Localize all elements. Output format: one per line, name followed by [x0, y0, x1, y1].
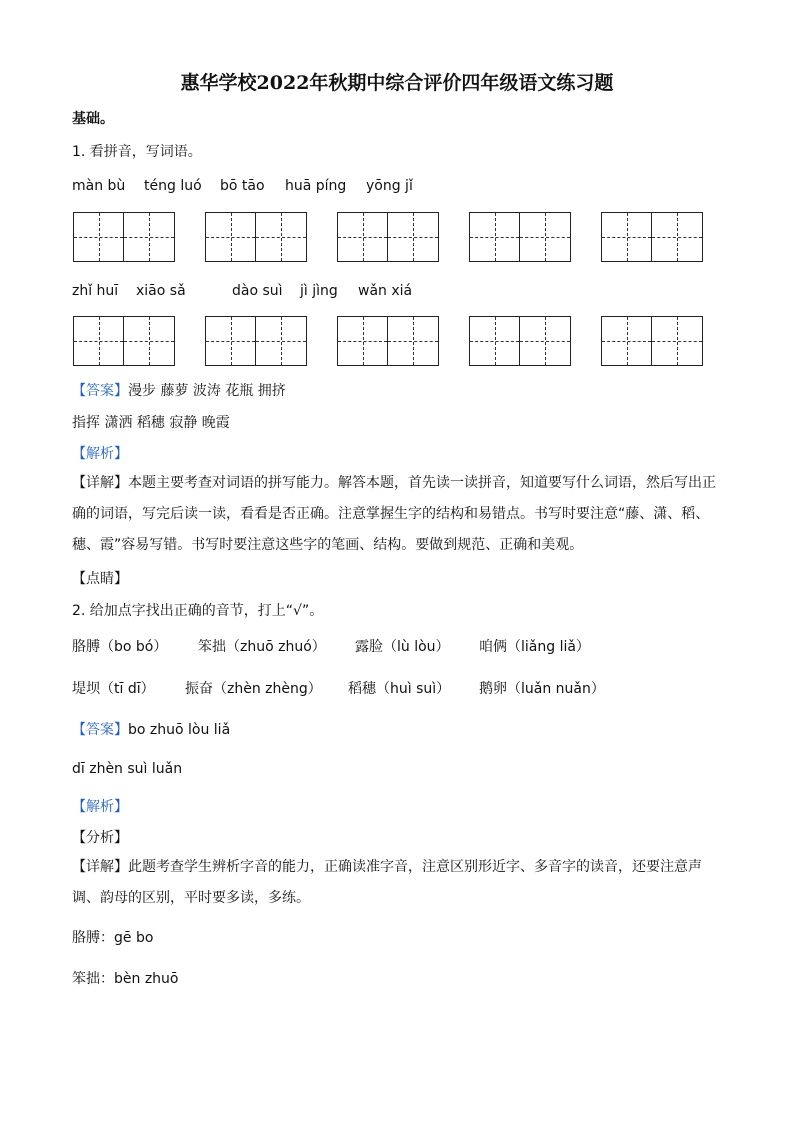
writing-grid[interactable] [469, 316, 571, 366]
q2-option-5: 堤坝（tī dī） [72, 681, 155, 697]
q2-note-1: 胳膊：gē bo [72, 930, 154, 946]
writing-grid[interactable] [73, 316, 175, 366]
writing-grid[interactable] [73, 212, 175, 262]
q2-answer-line1: bo zhuō lòu liǎ [128, 722, 231, 738]
answer-tag: 【答案】 [72, 383, 128, 399]
q2-option-2: 笨拙（zhuō zhuó） [198, 639, 326, 655]
q1-pinyin-4: huā píng [285, 178, 347, 194]
q1-pinyin-5: yōng jǐ [366, 178, 413, 194]
q1-detail [72, 468, 728, 561]
detail-tag: 【详解】 [72, 859, 128, 875]
q1-pinyin-3: bō tāo [220, 178, 265, 194]
writing-grid[interactable] [337, 212, 439, 262]
q1-stem: 1. 看拼音，写词语。 [72, 144, 202, 160]
answer-tag: 【答案】 [72, 722, 128, 738]
q2-option-6: 振奋（zhèn zhèng） [185, 681, 322, 697]
writing-grid[interactable] [337, 316, 439, 366]
section-heading: 基础。 [72, 111, 114, 127]
q2-detail [72, 852, 712, 914]
q1-answer-line2: 指挥 潇洒 稻穗 寂静 晚霞 [72, 415, 230, 431]
q1-detail-text: 本题主要考查对词语的拼写能力。解答本题，首先读一读拼音，知道要写什么词语，然后写出正确的词语，写完后读一读，看看是否正确。注意掌握生字的结构和易错点。书写时要注意“藤、潇、稻、穗、霞”容易写错。书写时要注意这些字的笔画、结构。要做到规范、正确和美观。 [72, 475, 716, 553]
q2-option-1: 胳膊（bo bó） [72, 639, 168, 655]
q2-option-4: 咱俩（liǎng liǎ） [479, 639, 590, 655]
q1-pinyin-2: téng luó [144, 178, 202, 194]
q1-pinyin-1: màn bù [72, 178, 126, 194]
q1-answer-line1: 漫步 藤萝 波涛 花瓶 拥挤 [128, 383, 286, 399]
analyze-tag: 【分析】 [72, 830, 128, 846]
q2-answer-line2: dī zhèn suì luǎn [72, 761, 183, 777]
q1-pinyin-10: wǎn xiá [358, 283, 413, 299]
q1-answer [72, 380, 286, 400]
q1-pinyin-6: zhǐ huī [72, 283, 119, 299]
writing-grid[interactable] [205, 212, 307, 262]
writing-grid[interactable] [601, 212, 703, 262]
comment-tag: 【点睛】 [72, 571, 128, 587]
page-title: 惠华学校2022年秋期中综合评价四年级语文练习题 [180, 72, 614, 94]
q1-pinyin-8: dào suì [232, 283, 283, 299]
q1-pinyin-9: jì jìng [300, 283, 338, 299]
q2-option-3: 露脸（lù lòu） [355, 639, 450, 655]
q2-note-2: 笨拙：bèn zhuō [72, 971, 179, 987]
q2-answer [72, 719, 230, 739]
q1-pinyin-7: xiāo sǎ [136, 283, 186, 299]
q2-option-8: 鹅卵（luǎn nuǎn） [479, 681, 605, 697]
q2-detail-text: 此题考查学生辨析字音的能力，正确读准字音，注意区别形近字、多音字的读音，还要注意声调、韵母的区别，平时要多读，多练。 [72, 859, 702, 906]
writing-grid[interactable] [469, 212, 571, 262]
q2-stem: 2. 给加点字找出正确的音节，打上“√”。 [72, 603, 324, 619]
detail-tag: 【详解】 [72, 475, 128, 491]
analysis-tag: 【解析】 [72, 799, 128, 815]
q2-option-7: 稻穗（huì suì） [348, 681, 451, 697]
writing-grid[interactable] [601, 316, 703, 366]
writing-grid[interactable] [205, 316, 307, 366]
analysis-tag: 【解析】 [72, 446, 128, 462]
